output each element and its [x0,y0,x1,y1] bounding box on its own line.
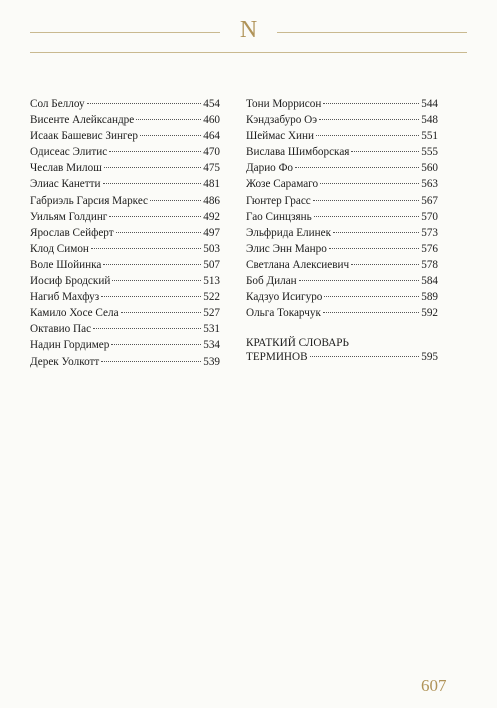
toc-leader-dots [319,119,419,120]
toc-entry-name: Светлана Алексиевич [246,258,350,271]
toc-entry [30,98,220,114]
toc-entry-page: 522 [203,291,220,304]
toc-entry-name: Чеслав Милош [30,162,102,175]
toc-leader-dots [87,103,202,104]
toc-leader-dots [109,216,201,217]
toc-entry-name: Уильям Голдинг [30,210,108,223]
toc-entry-page: 555 [421,146,438,159]
toc-entry-page: 464 [203,130,220,143]
toc-entry [30,356,220,372]
toc-entry [246,259,438,275]
glossary-page: 595 [421,351,438,364]
toc-leader-dots [121,312,202,313]
toc-leader-dots [104,167,201,168]
toc-entry-page: 589 [421,291,438,304]
toc-entry [246,98,438,114]
toc-entry-page: 551 [421,130,438,143]
toc-entry-name: Элиас Канетти [30,178,101,191]
toc-leader-dots [116,232,202,233]
toc-leader-dots [101,361,201,362]
toc-entry-name: Октавио Пас [30,323,92,336]
header-rule-bottom [30,52,467,53]
toc-entry-page: 534 [203,339,220,352]
toc-leader-dots [316,135,419,136]
toc-leader-dots [323,312,419,313]
toc-entry-name: Габриэль Гарсия Маркес [30,194,149,207]
toc-entry [246,227,438,243]
toc-entry-page: 454 [203,98,220,110]
toc-entry-page: 567 [421,194,438,207]
toc-entry-name: Висенте Алейксандре [30,114,135,127]
toc-entry-page: 584 [421,275,438,288]
toc-entry-name: Клод Симон [30,242,89,255]
toc-leader-dots [103,183,202,184]
toc-entry-page: 497 [203,226,220,239]
toc-entry-page: 470 [203,146,220,159]
toc-entry-page: 563 [421,178,438,191]
page-number: 607 [421,676,447,695]
toc-leader-dots [136,119,201,120]
toc-leader-dots [323,103,419,104]
header-rule-right [277,32,467,33]
toc-entry-name: Ольга Токарчук [246,307,321,320]
toc-leader-dots [351,151,419,152]
toc-entry [246,275,438,291]
toc-entry-page: 513 [203,275,220,288]
glossary-title-line2-row [246,351,438,367]
toc-entry [30,114,220,130]
toc-entry-name: Камило Хосе Села [30,307,119,320]
toc-leader-dots [91,248,201,249]
toc-leader-dots [112,280,201,281]
toc-leader-dots [320,183,419,184]
toc-entry-name: Ярослав Сейферт [30,226,114,239]
toc-entry-page: 539 [203,355,220,368]
toc-entry [30,146,220,162]
toc-leader-dots [150,200,201,201]
toc-entry-name: Элис Энн Манро [246,242,327,255]
toc-entry-page: 592 [421,307,438,320]
right-column [246,98,438,367]
toc-entry-page: 507 [203,258,220,271]
toc-leader-dots [333,232,419,233]
toc-entry [30,195,220,211]
toc-leader-dots [313,200,419,201]
toc-entry-page: 475 [203,162,220,175]
toc-entry [30,227,220,243]
toc-leader-dots [103,264,201,265]
toc-entry-name: Сол Беллоу [30,98,85,110]
toc-entry [246,162,438,178]
toc-entry-page: 576 [421,242,438,255]
toc-entry [30,307,220,323]
section-letter: N [239,17,258,43]
toc-entry-page: 460 [203,114,220,127]
toc-entry-name: Боб Дилан [246,275,297,288]
toc-entry [30,178,220,194]
toc-entry-name: Исаак Башевис Зингер [30,130,138,143]
toc-leader-dots [329,248,419,249]
toc-entry [246,114,438,130]
toc-entry-name: Гюнтер Грасс [246,194,311,207]
toc-entry [246,211,438,227]
toc-entry-page: 544 [421,98,438,110]
toc-entry-page: 573 [421,226,438,239]
toc-entry [30,339,220,355]
toc-entry [246,178,438,194]
toc-entry-name: Надин Гордимер [30,339,110,352]
toc-entry-name: Дерек Уолкотт [30,355,100,368]
toc-entry-name: Иосиф Бродский [30,275,111,288]
toc-entry [30,323,220,339]
toc-leader-dots [310,356,420,357]
toc-entry-page: 492 [203,210,220,223]
section-header [30,12,467,60]
right-entries [246,98,438,323]
toc-entry [246,243,438,259]
toc-leader-dots [324,296,419,297]
toc-entry-name: Тони Моррисон [246,98,322,110]
toc-entry-name: Воле Шойинка [30,258,102,271]
toc-leader-dots [295,167,419,168]
toc-entry [246,130,438,146]
left-column [30,98,220,372]
toc-leader-dots [314,216,419,217]
glossary-title-line1: КРАТКИЙ СЛОВАРЬ [246,337,349,350]
toc-entry-name: Кадзуо Исигуро [246,291,323,304]
glossary-title-line2: ТЕРМИНОВ [246,351,308,364]
toc-entry-page: 527 [203,307,220,320]
toc-entry-name: Шеймас Хини [246,130,315,143]
toc-leader-dots [109,151,201,152]
toc-entry [30,211,220,227]
toc-entry [246,146,438,162]
toc-entry-page: 548 [421,114,438,127]
toc-leader-dots [140,135,201,136]
toc-entry [246,291,438,307]
toc-entry [30,291,220,307]
toc-entry-name: Дарио Фо [246,162,294,175]
toc-entry [30,243,220,259]
toc-leader-dots [351,264,419,265]
toc-entry [246,307,438,323]
toc-entry [246,195,438,211]
toc-entry-page: 531 [203,323,220,336]
toc-entry-name: Кэндзабуро Оэ [246,114,318,127]
toc-entry-name: Эльфрида Елинек [246,226,331,239]
toc-leader-dots [93,328,201,329]
toc-entry-page: 578 [421,258,438,271]
toc-entry-name: Одисеас Элитис [30,146,108,159]
toc-entry [30,275,220,291]
toc-entry [30,162,220,178]
toc-leader-dots [299,280,420,281]
toc-entry-name: Нагиб Махфуз [30,291,100,304]
toc-entry-page: 486 [203,194,220,207]
toc-entry-name: Вислава Шимборская [246,146,350,159]
toc-entry-page: 503 [203,242,220,255]
toc-entry-name: Жозе Сарамаго [246,178,319,191]
toc-entry-page: 560 [421,162,438,175]
toc-entry-page: 570 [421,210,438,223]
glossary-entry [246,335,438,367]
toc-leader-dots [111,344,201,345]
toc-entry-page: 481 [203,178,220,191]
toc-entry-name: Гао Синцзянь [246,210,312,223]
toc-leader-dots [101,296,201,297]
toc-entry [30,259,220,275]
toc-entry [30,130,220,146]
